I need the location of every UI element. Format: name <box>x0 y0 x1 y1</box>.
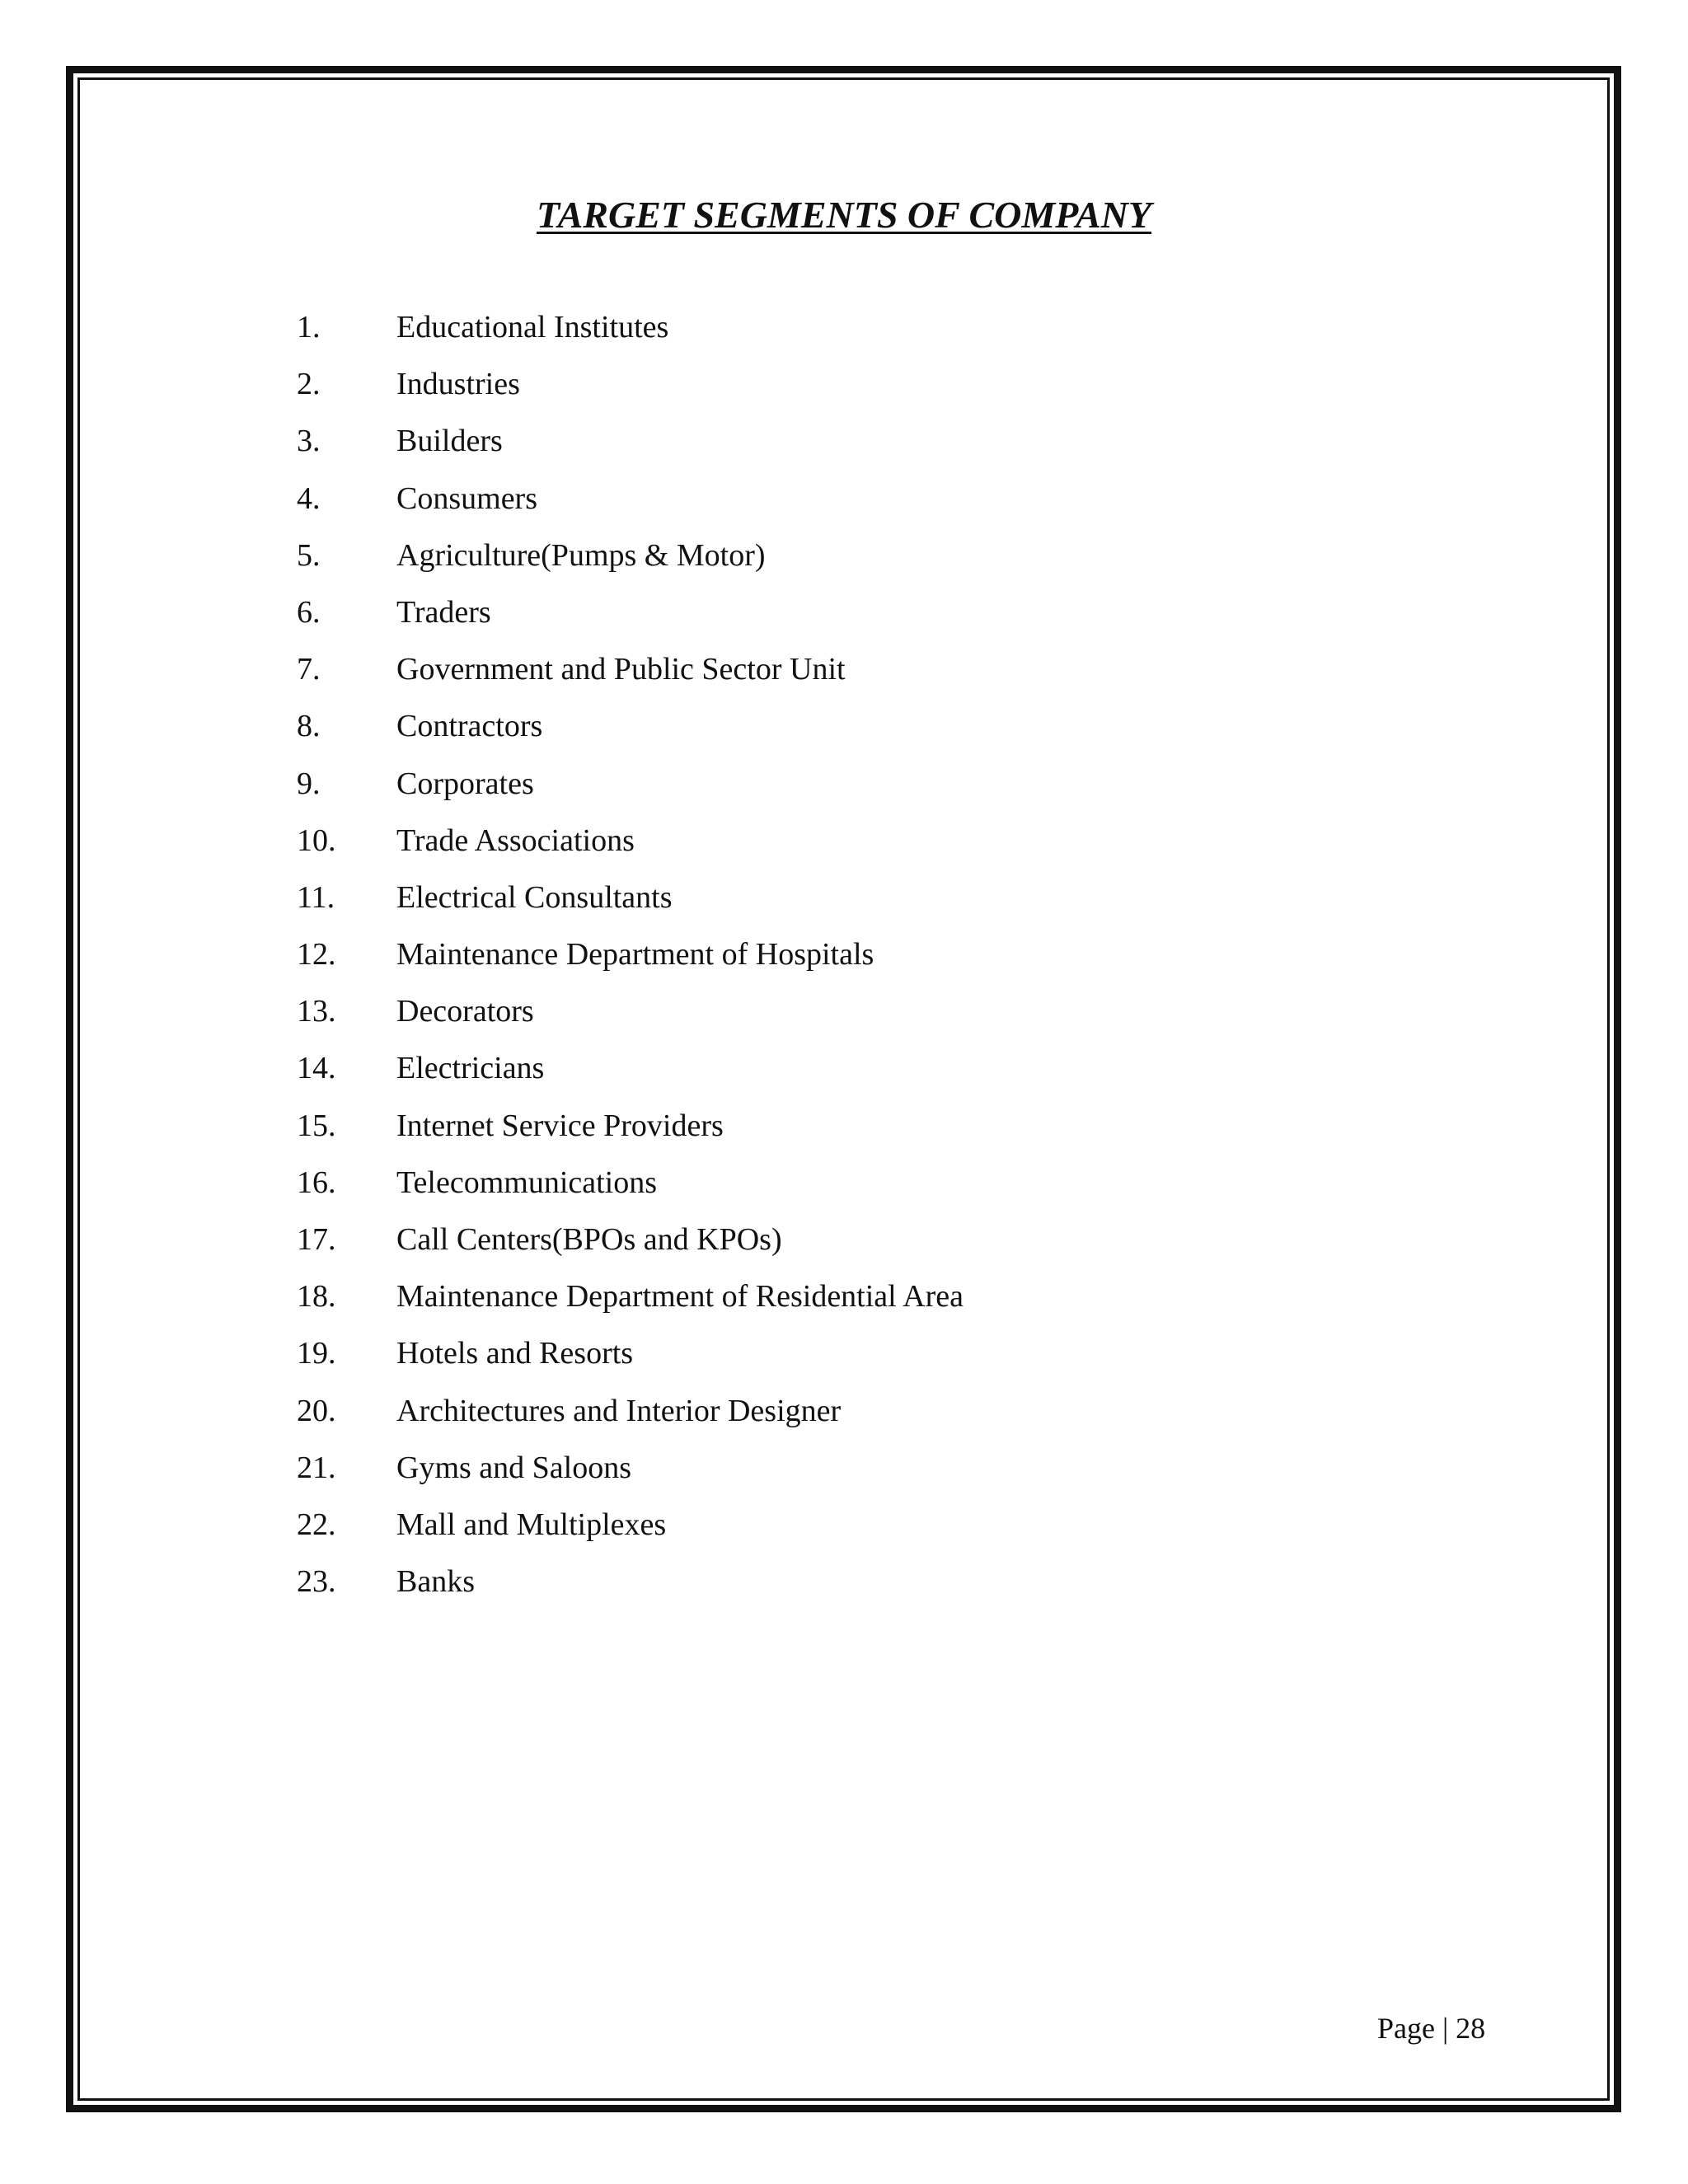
list-item <box>297 1277 964 1334</box>
list-item-label: Agriculture(Pumps & Motor) <box>396 537 766 573</box>
list-item-number: 19. <box>297 1336 336 1371</box>
list-item-label: Call Centers(BPOs and KPOs) <box>396 1222 782 1257</box>
list-item-number: 20. <box>297 1393 336 1428</box>
list-item-label: Mall and Multiplexes <box>396 1507 667 1542</box>
list-item-label: Telecommunications <box>396 1165 658 1200</box>
list-item <box>297 1107 964 1164</box>
list-item <box>297 1334 964 1391</box>
list-item-number: 22. <box>297 1507 336 1542</box>
list-item <box>297 1164 964 1221</box>
list-item-number: 8. <box>297 709 321 744</box>
list-item-number: 16. <box>297 1165 336 1200</box>
list-item-label: Corporates <box>396 766 534 801</box>
list-item-label: Electricians <box>396 1051 545 1086</box>
list-item-number: 4. <box>297 480 321 516</box>
list-item-number: 21. <box>297 1450 336 1485</box>
list-item <box>297 480 964 537</box>
list-item-number: 9. <box>297 766 321 801</box>
list-item-number: 11. <box>297 879 335 915</box>
list-item <box>297 822 964 879</box>
list-item-label: Educational Institutes <box>396 310 669 344</box>
list-item <box>297 1449 964 1506</box>
list-item <box>297 879 964 935</box>
list-item-number: 6. <box>297 594 321 630</box>
list-item-label: Industries <box>396 367 520 402</box>
page-number: Page | 28 <box>1377 2012 1486 2045</box>
list-item <box>297 707 964 764</box>
list-item <box>297 1392 964 1449</box>
page-title: TARGET SEGMENTS OF COMPANY <box>537 194 1151 236</box>
segment-list <box>297 308 964 1619</box>
list-item-number: 7. <box>297 652 321 687</box>
list-item <box>297 1506 964 1563</box>
list-item-number: 18. <box>297 1279 336 1315</box>
list-item-label: Trade Associations <box>396 823 635 858</box>
list-item-label: Consumers <box>396 480 537 516</box>
list-item-number: 1. <box>297 310 321 344</box>
list-item-number: 15. <box>297 1108 336 1143</box>
list-item <box>297 935 964 992</box>
list-item-number: 23. <box>297 1564 336 1600</box>
list-item-label: Government and Public Sector Unit <box>396 652 846 687</box>
list-item <box>297 1049 964 1106</box>
list-item-label: Contractors <box>396 709 543 744</box>
list-item-number: 10. <box>297 823 336 858</box>
list-item-label: Banks <box>396 1564 475 1600</box>
list-item-label: Traders <box>396 594 491 630</box>
list-item <box>297 422 964 479</box>
list-item <box>297 765 964 822</box>
list-item-label: Hotels and Resorts <box>396 1336 634 1371</box>
list-item-number: 2. <box>297 367 321 402</box>
list-item-label: Builders <box>396 424 503 459</box>
list-item-number: 14. <box>297 1051 336 1086</box>
list-item-label: Architectures and Interior Designer <box>396 1393 842 1428</box>
list-item-number: 17. <box>297 1222 336 1257</box>
list-item-number: 5. <box>297 537 321 573</box>
list-item <box>297 308 964 365</box>
list-item <box>297 1221 964 1277</box>
list-item <box>297 992 964 1049</box>
list-item <box>297 593 964 650</box>
list-item-label: Maintenance Department of Hospitals <box>396 937 874 972</box>
list-item-label: Maintenance Department of Residential Area <box>396 1279 964 1315</box>
list-item <box>297 537 964 593</box>
list-item-number: 13. <box>297 994 336 1029</box>
list-item <box>297 365 964 422</box>
list-item-number: 12. <box>297 937 336 972</box>
list-item-label: Decorators <box>396 994 534 1029</box>
list-item-label: Internet Service Providers <box>396 1108 724 1143</box>
list-item-label: Electrical Consultants <box>396 879 673 915</box>
list-item <box>297 1563 964 1619</box>
list-item-number: 3. <box>297 424 321 459</box>
list-item <box>297 650 964 707</box>
list-item-label: Gyms and Saloons <box>396 1450 631 1485</box>
